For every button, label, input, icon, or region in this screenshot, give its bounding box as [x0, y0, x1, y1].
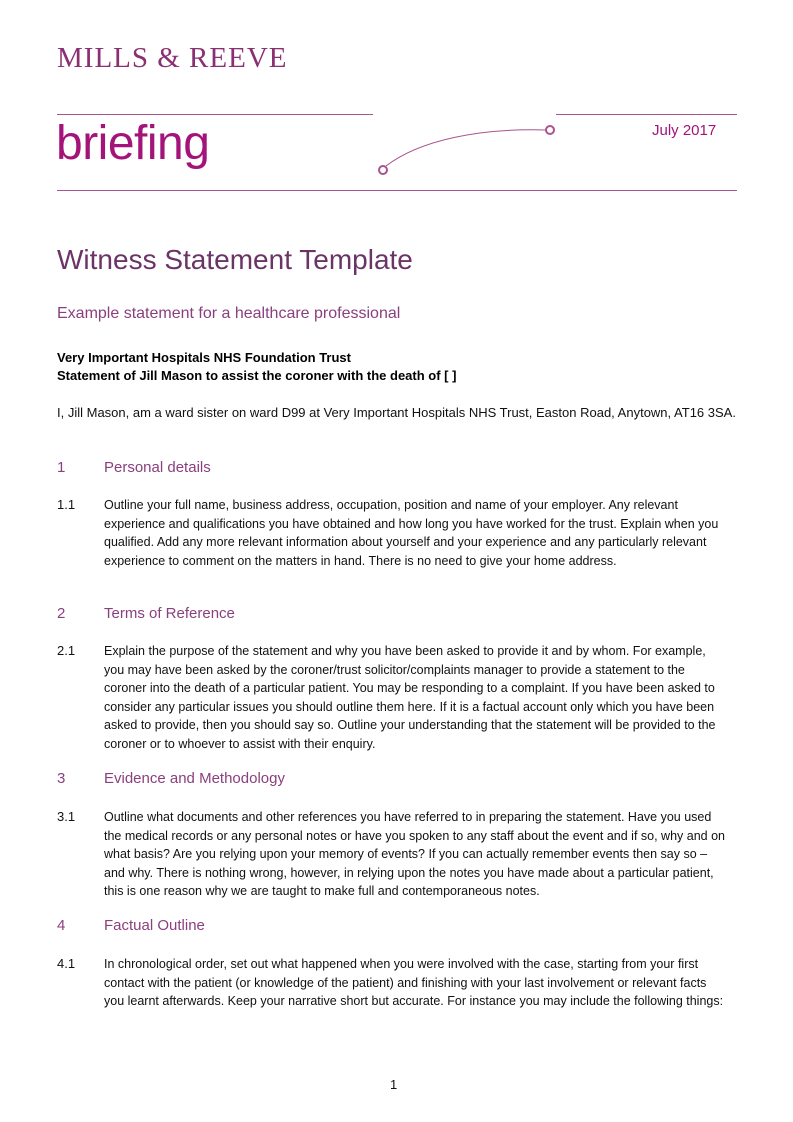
- paragraph-text: Outline your full name, business address, occupation, position and name of your employer. Any relevant experience and qualifications you have obtained and how long you have worked for the trust. Explain when you qualified. Add any more relevant information about yourself and your experience and any particularly relevant experience to comment on the matters in hand. There is no need to give your home address.: [104, 498, 719, 568]
- trust-name: Very Important Hospitals NHS Foundation Trust: [57, 350, 351, 365]
- paragraph-number: 2.1: [57, 643, 76, 658]
- paragraph-text: Outline what documents and other references you have referred to in preparing the statement. Have you used the medical records or any personal notes or have you spoken to any staff about the event and if so, why and on what basis? Are you relying upon your memory of events? If you can actually remember events then say so – and why. There is nothing wrong, however, in relying upon the notes you have made about a particular patient, this is one reason why we are taught to make full and contemporaneous notes.: [104, 810, 725, 898]
- paragraph-number: 1.1: [57, 497, 76, 512]
- section-title: Personal details: [104, 459, 211, 476]
- header-rule-bottom: [57, 190, 737, 191]
- section-number: 1: [57, 459, 66, 476]
- company-logo: MILLS & REEVE: [57, 42, 288, 74]
- statement-heading: Statement of Jill Mason to assist the coroner with the death of [ ]: [57, 368, 457, 383]
- section-number: 3: [57, 770, 66, 787]
- section-title: Terms of Reference: [104, 605, 235, 622]
- paragraph-number: 4.1: [57, 956, 76, 971]
- document-subtitle: Example statement for a healthcare professional: [57, 305, 401, 322]
- section-title: Evidence and Methodology: [104, 770, 285, 787]
- briefing-label: briefing: [56, 117, 210, 170]
- page-number: 1: [390, 1077, 398, 1092]
- intro-paragraph: I, Jill Mason, am a ward sister on ward D99 at Very Important Hospitals NHS Trust, Easton Road, Anytown, AT16 3SA.: [57, 405, 736, 420]
- header-rule-top-left: [57, 114, 373, 115]
- decorative-curve-icon: [370, 118, 570, 183]
- section-number: 4: [57, 917, 66, 934]
- section-title: Factual Outline: [104, 917, 205, 934]
- paragraph-text: In chronological order, set out what happened when you were involved with the case, starting from your first contact with the patient (or knowledge of the patient) and finishing with your last involvement or relevant facts you learnt afterwards. Keep your narrative short but accurate. For instance you may include the following things:: [104, 957, 724, 1008]
- header-rule-top-right: [556, 114, 737, 115]
- paragraph-text: Explain the purpose of the statement and why you have been asked to provide it and by whom. For example, you may have been asked by the coroner/trust solicitor/complaints manager to provide a statement to the coroner into the death of a particular patient. You may be responding to a complaint. If you have been asked to consider any particular issues you should outline them here. If it is a factual account only which you have been asked to provide, then you should say so. Outline your understanding that the statement will be provided to the coroner or to whoever to assist with their enquiry.: [104, 644, 716, 751]
- section-number: 2: [57, 605, 66, 622]
- publication-date: July 2017: [652, 122, 717, 139]
- document-title: Witness Statement Template: [57, 244, 413, 275]
- paragraph-number: 3.1: [57, 809, 76, 824]
